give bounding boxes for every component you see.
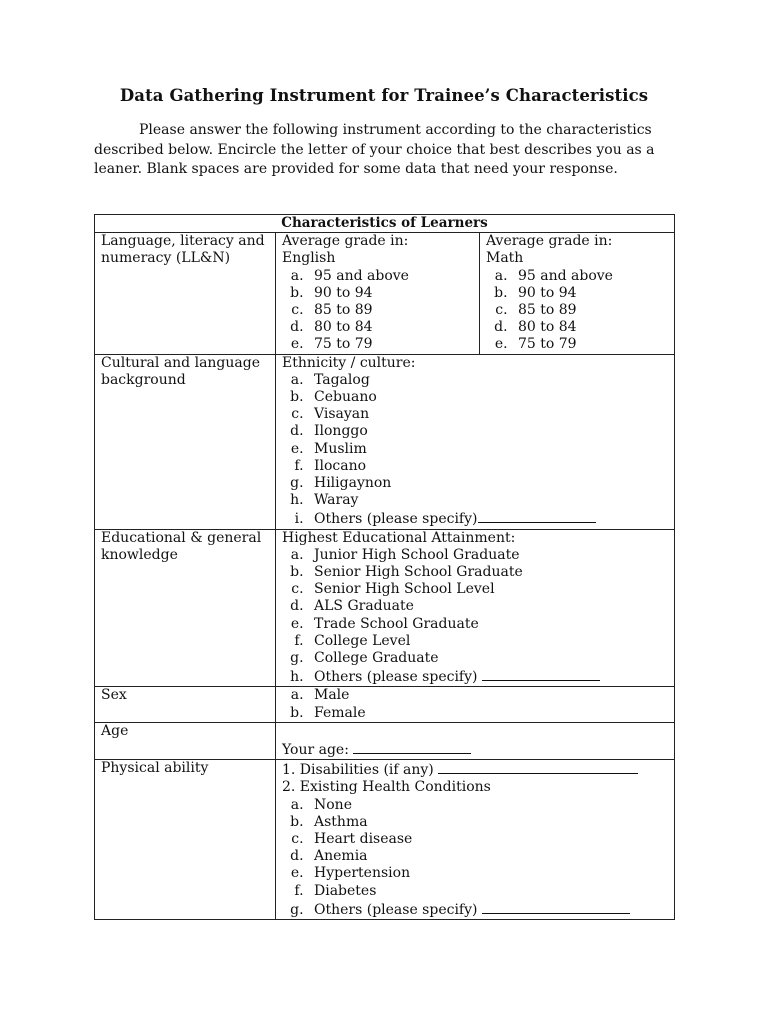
age-input-blank[interactable] — [353, 740, 471, 754]
education-cell — [276, 529, 675, 687]
education-option-f[interactable]: f. College Level — [308, 633, 668, 650]
row-label-cultural: Cultural and language background — [95, 354, 276, 529]
math-heading: Average grade in: — [486, 233, 613, 250]
english-option-a[interactable]: a. 95 and above — [308, 268, 473, 285]
instructions-text: Please answer the following instrument according to the characteristics described below. Encircle the letter of your choice that best describes you as a leaner. Blank spaces are provided for some data that need your response. — [94, 122, 655, 178]
english-grade-cell — [276, 233, 480, 354]
math-option-d[interactable]: d. 80 to 84 — [512, 319, 668, 336]
disabilities-blank[interactable] — [438, 760, 638, 774]
row-cultural — [95, 354, 675, 529]
cultural-cell — [276, 354, 675, 529]
health-conditions-heading: 2. Existing Health Conditions — [282, 779, 491, 796]
math-grade-cell — [480, 233, 675, 354]
age-prompt: Your age: — [282, 741, 349, 758]
row-llm — [95, 233, 675, 354]
sex-cell — [276, 687, 675, 722]
health-option-a[interactable]: a. None — [308, 797, 668, 814]
education-option-c[interactable]: c. Senior High School Level — [308, 581, 668, 598]
cultural-option-h[interactable]: h. Waray — [308, 492, 668, 509]
education-option-g[interactable]: g. College Graduate — [308, 650, 668, 667]
row-label-education: Educational & general knowledge — [95, 529, 276, 687]
cultural-others-label: Others (please specify) — [314, 511, 478, 528]
instructions-paragraph — [94, 121, 674, 180]
cultural-option-b[interactable]: b. Cebuano — [308, 389, 668, 406]
education-question: Highest Educational Attainment: — [282, 529, 516, 546]
english-subject: English — [282, 250, 336, 267]
english-option-b[interactable]: b. 90 to 94 — [308, 285, 473, 302]
disabilities-line — [282, 760, 668, 779]
row-label-sex: Sex — [95, 687, 276, 722]
education-option-d[interactable]: d. ALS Graduate — [308, 598, 668, 615]
cultural-question: Ethnicity / culture: — [282, 354, 416, 371]
health-others-label: Others (please specify) — [314, 901, 478, 918]
sex-option-a[interactable]: a. Male — [308, 687, 668, 704]
cultural-others-blank[interactable] — [478, 509, 596, 523]
education-option-b[interactable]: b. Senior High School Graduate — [308, 564, 668, 581]
cultural-option-f[interactable]: f. Ilocano — [308, 458, 668, 475]
row-physical — [95, 760, 675, 920]
row-label-age: Age — [95, 722, 276, 759]
math-options — [486, 268, 668, 354]
health-options — [282, 797, 668, 919]
age-cell — [276, 722, 675, 759]
math-option-a[interactable]: a. 95 and above — [512, 268, 668, 285]
english-heading: Average grade in: — [282, 233, 409, 250]
health-option-d[interactable]: d. Anemia — [308, 848, 668, 865]
row-label-physical: Physical ability — [95, 760, 276, 920]
health-others-blank[interactable] — [482, 900, 630, 914]
education-option-h[interactable] — [308, 667, 668, 686]
english-option-e[interactable]: e. 75 to 79 — [308, 336, 473, 353]
characteristics-table — [94, 214, 675, 920]
table-header: Characteristics of Learners — [95, 215, 675, 233]
age-line — [282, 740, 668, 759]
cultural-option-d[interactable]: d. Ilonggo — [308, 423, 668, 440]
health-option-c[interactable]: c. Heart disease — [308, 831, 668, 848]
disabilities-label: 1. Disabilities (if any) — [282, 762, 434, 779]
education-others-blank[interactable] — [482, 667, 600, 681]
cultural-option-i[interactable] — [308, 509, 668, 528]
education-option-e[interactable]: e. Trade School Graduate — [308, 616, 668, 633]
row-age — [95, 722, 675, 759]
education-others-label: Others (please specify) — [314, 669, 478, 686]
row-label-llm: Language, literacy and numeracy (LL&N) — [95, 233, 276, 354]
cultural-option-c[interactable]: c. Visayan — [308, 406, 668, 423]
cultural-option-e[interactable]: e. Muslim — [308, 441, 668, 458]
table-header-row — [95, 215, 675, 233]
health-option-b[interactable]: b. Asthma — [308, 814, 668, 831]
health-option-g[interactable] — [308, 900, 668, 919]
english-option-c[interactable]: c. 85 to 89 — [308, 302, 473, 319]
sex-option-b[interactable]: b. Female — [308, 705, 668, 722]
cultural-option-g[interactable]: g. Hiligaynon — [308, 475, 668, 492]
english-options — [282, 268, 473, 354]
math-option-c[interactable]: c. 85 to 89 — [512, 302, 668, 319]
english-option-d[interactable]: d. 80 to 84 — [308, 319, 473, 336]
sex-options — [282, 687, 668, 721]
row-education — [95, 529, 675, 687]
math-option-e[interactable]: e. 75 to 79 — [512, 336, 668, 353]
education-options — [282, 547, 668, 687]
cultural-options — [282, 372, 668, 529]
physical-cell — [276, 760, 675, 920]
health-option-e[interactable]: e. Hypertension — [308, 865, 668, 882]
cultural-option-a[interactable]: a. Tagalog — [308, 372, 668, 389]
age-spacer — [282, 723, 668, 740]
health-option-f[interactable]: f. Diabetes — [308, 883, 668, 900]
math-subject: Math — [486, 250, 524, 267]
page-title: Data Gathering Instrument for Trainee’s Characteristics — [119, 86, 649, 105]
math-option-b[interactable]: b. 90 to 94 — [512, 285, 668, 302]
education-option-a[interactable]: a. Junior High School Graduate — [308, 547, 668, 564]
row-sex — [95, 687, 675, 722]
